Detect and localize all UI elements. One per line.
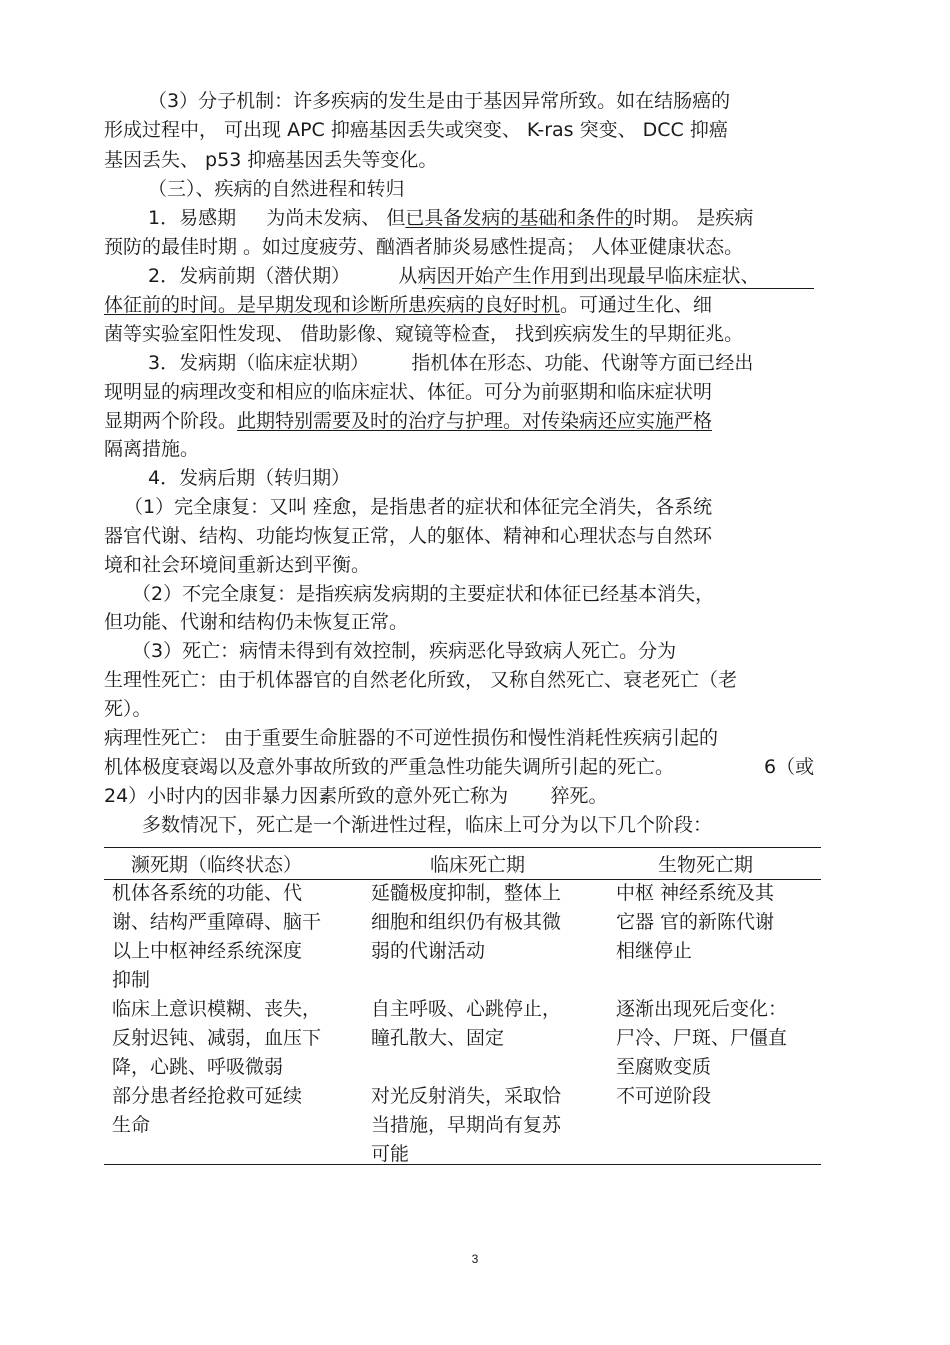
- text-span: 24）小时内的因非暴力因素所致的意外死亡称为: [104, 785, 509, 807]
- text-line: [104, 784, 824, 808]
- text-span: 。可通过生化、细: [560, 294, 713, 316]
- stage-title: 1．易感期: [148, 207, 237, 229]
- cell-line: 不可逆阶段: [616, 1085, 712, 1107]
- text-line: （3）分子机制：许多疾病的发生是由于基因异常所致。如在结肠癌的: [148, 90, 731, 112]
- underlined-text: 体征前的时间: [104, 294, 219, 316]
- cell-line: 它器 官的新陈代谢: [616, 911, 775, 933]
- table-cell: [112, 879, 321, 1140]
- cell-line: 自主呼吸、心跳停止，: [371, 998, 562, 1020]
- text-line: （1）完全康复：又叫 痊愈，是指患者的症状和体征完全消失，各系统: [124, 496, 713, 518]
- text-span: 从: [398, 265, 418, 287]
- text-line: [104, 293, 824, 317]
- text-line: 预防的最佳时期 。如过度疲劳、酗酒者肺炎易感性提高； 人体亚健康状态。: [104, 236, 744, 258]
- cell-line: 谢、结构严重障碍、脑干: [112, 911, 322, 933]
- stage-title: 3．发病期（临床症状期）: [148, 352, 370, 374]
- text-line: 机体极度衰竭以及意外事故所致的严重急性功能失调所引起的死亡。: [104, 756, 675, 778]
- underlined-text: 此期特别需要及时的治疗与护理: [237, 410, 504, 432]
- table-header-cell: 临床死亡期: [430, 854, 526, 876]
- text-line: （2）不完全康复：是指疾病发病期的主要症状和体征已经基本消失，: [132, 583, 715, 605]
- table-cell: [371, 879, 561, 966]
- underlined-text: 。对传染病还应实施严格: [503, 410, 713, 432]
- cell-line: 逐渐出现死后变化：: [616, 998, 788, 1020]
- text-line: 6（或: [764, 756, 815, 778]
- text-span: 指机体在形态、功能、代谢等方面已经出: [411, 352, 754, 374]
- table-header-cell: 濒死期（临终状态）: [131, 854, 303, 876]
- cell-line: 尸冷、尸斑、尸僵直: [616, 1027, 788, 1049]
- underlined-text: 病因开始产生作用到出现最早临床症状、: [417, 265, 760, 287]
- cell-line: 至腐败变质: [616, 1056, 712, 1078]
- text-line: 病理性死亡： 由于重要生命脏器的不可逆性损伤和慢性消耗性疾病引起的: [104, 727, 719, 749]
- text-line: [148, 351, 868, 375]
- cell-line: 对光反射消失，采取恰: [371, 1085, 562, 1107]
- cell-line: 抑制: [112, 969, 151, 991]
- text-line: [148, 206, 868, 230]
- page-number: 3: [471, 1252, 479, 1266]
- text-line: 现明显的病理改变和相应的临床症状、体征。可分为前驱期和临床症状明: [104, 381, 713, 403]
- text-line: 生理性死亡：由于机体器官的自然老化所致， 又称自然死亡、衰老死亡（老: [104, 669, 738, 691]
- text-line: 多数情况下，死亡是一个渐进性过程，临床上可分为以下几个阶段：: [142, 814, 713, 836]
- text-line: 形成过程中， 可出现 APC 抑癌基因丢失或突变、 K-ras 突变、 DCC 抑癌: [104, 119, 728, 141]
- table-cell: [371, 995, 561, 1053]
- cell-line: 可能: [371, 1143, 410, 1165]
- text-span: 为尚未发病、 但: [266, 207, 406, 229]
- text-span: 显期两个阶段。: [104, 410, 238, 432]
- cell-line: 延髓极度抑制，整体上: [371, 882, 562, 904]
- cell-line: 降，心跳、呼吸微弱: [112, 1056, 284, 1078]
- table-cell: [616, 1082, 711, 1111]
- text-line: 菌等实验室阳性发现、 借助影像、窥镜等检查， 找到疾病发生的早期征兆。: [104, 323, 744, 345]
- stage-title: 2．发病前期（潜伏期）: [148, 265, 351, 287]
- cell-line: 细胞和组织仍有极其微: [371, 911, 562, 933]
- underline: [422, 288, 814, 289]
- text-line: 但功能、代谢和结构仍未恢复正常。: [104, 611, 409, 633]
- stage-title: 4．发病后期（转归期）: [148, 467, 351, 489]
- table-top-rule: [104, 847, 821, 848]
- text-line: 隔离措施。: [104, 438, 200, 460]
- text-line: 死）。: [104, 698, 152, 720]
- cell-line: 部分患者经抢救可延续: [112, 1085, 303, 1107]
- text-line: 器官代谢、结构、功能均恢复正常，人的躯体、精神和心理状态与自然环: [104, 525, 713, 547]
- text-line: 境和社会环境间重新达到平衡。: [104, 554, 371, 576]
- underlined-text: 已具备发病的基础和条件的: [405, 207, 634, 229]
- section-heading: （三）、疾病的自然进程和转归: [148, 178, 405, 200]
- cell-line: 中枢 神经系统及其: [616, 882, 775, 904]
- underlined-text: 。是早期发现和诊断所患疾病的良好时机: [218, 294, 561, 316]
- cell-line: 弱的代谢活动: [371, 940, 486, 962]
- table-cell: [371, 1082, 561, 1169]
- cell-line: 以上中枢神经系统深度: [112, 940, 303, 962]
- cell-line: 当措施，早期尚有复苏: [371, 1114, 562, 1136]
- cell-line: 机体各系统的功能、代: [112, 882, 303, 904]
- text-line: [148, 264, 868, 288]
- text-line: [104, 409, 824, 433]
- table-cell: [616, 879, 774, 966]
- text-span: 时期。 是疾病: [633, 207, 754, 229]
- table-header-cell: 生物死亡期: [658, 854, 754, 876]
- text-line: （3）死亡：病情未得到有效控制，疾病恶化导致病人死亡。分为: [132, 640, 677, 662]
- cell-line: 相继停止: [616, 940, 693, 962]
- cell-line: 反射迟钝、减弱，血压下: [112, 1027, 322, 1049]
- text-line: 基因丢失、 p53 抑癌基因丢失等变化。: [104, 149, 438, 171]
- text-span: 猝死。: [550, 785, 608, 807]
- cell-line: 瞳孔散大、固定: [371, 1027, 505, 1049]
- cell-line: 生命: [112, 1114, 151, 1136]
- table-cell: [616, 995, 787, 1082]
- cell-line: 临床上意识模糊、丧失，: [112, 998, 322, 1020]
